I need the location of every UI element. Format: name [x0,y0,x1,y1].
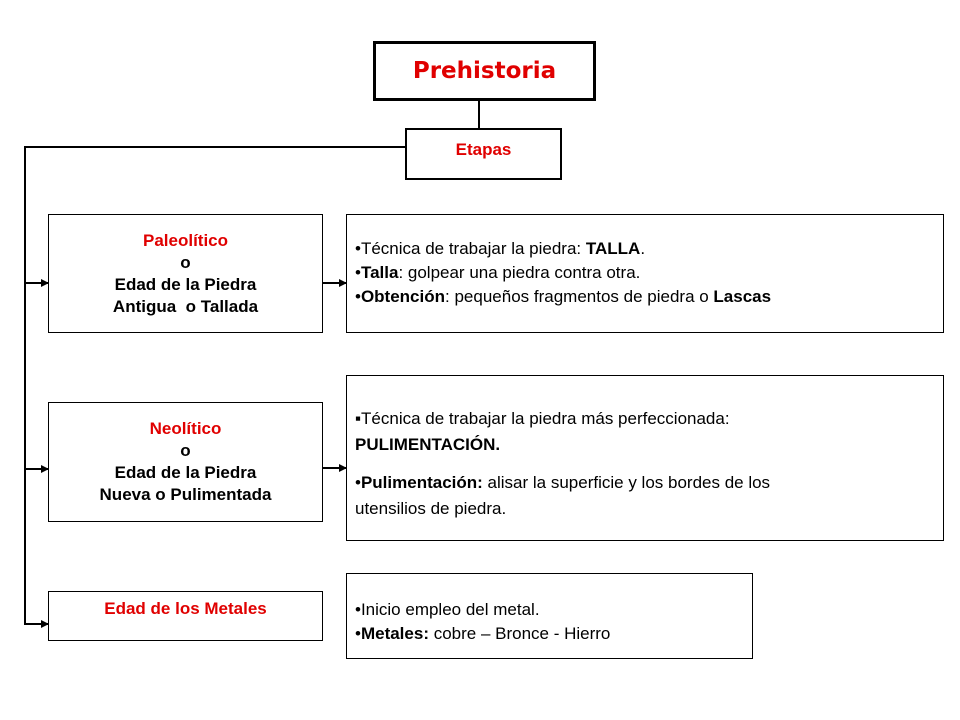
stage-name: Edad de los Metales [104,599,267,618]
stage-name: Paleolítico [142,230,229,250]
description-line: •Inicio empleo del metal. [355,600,540,619]
stage-separator: o [180,441,191,460]
stage-alt-name: Edad de la Piedra [114,463,257,482]
stage-alt-name: Nueva o Pulimentada [99,485,272,504]
stage-separator: o [180,252,191,272]
diagram-title: Prehistoria [412,58,557,84]
title-box [373,41,596,101]
description-line: •Obtención: pequeños fragmentos de piedra o Lascas [355,287,772,306]
stage-paleolitico-box [48,214,323,333]
stage-name: Neolítico [149,419,222,438]
etapas-box [405,128,562,180]
description-line: •Pulimentación: alisar la superficie y los bordes de los [355,473,771,492]
description-line: ▪Técnica de trabajar la piedra más perfeccionada: [355,409,730,428]
stage-alt-name: Antigua o Tallada [112,296,259,316]
stage-alt-name: Edad de la Piedra [114,274,257,294]
description-line: •Talla: golpear una piedra contra otra. [355,263,641,282]
description-line: •Metales: cobre – Bronce - Hierro [355,624,611,643]
stage-paleolitico-description [346,214,944,333]
stage-metales-box [48,591,323,641]
stage-metales-description [346,573,753,659]
stage-neolitico-box [48,402,323,522]
description-line: utensilios de piedra. [355,499,507,518]
description-line: PULIMENTACIÓN. [355,435,501,454]
etapas-label: Etapas [455,140,512,159]
description-line: •Técnica de trabajar la piedra: TALLA. [355,239,646,258]
stage-neolitico-description [346,375,944,541]
